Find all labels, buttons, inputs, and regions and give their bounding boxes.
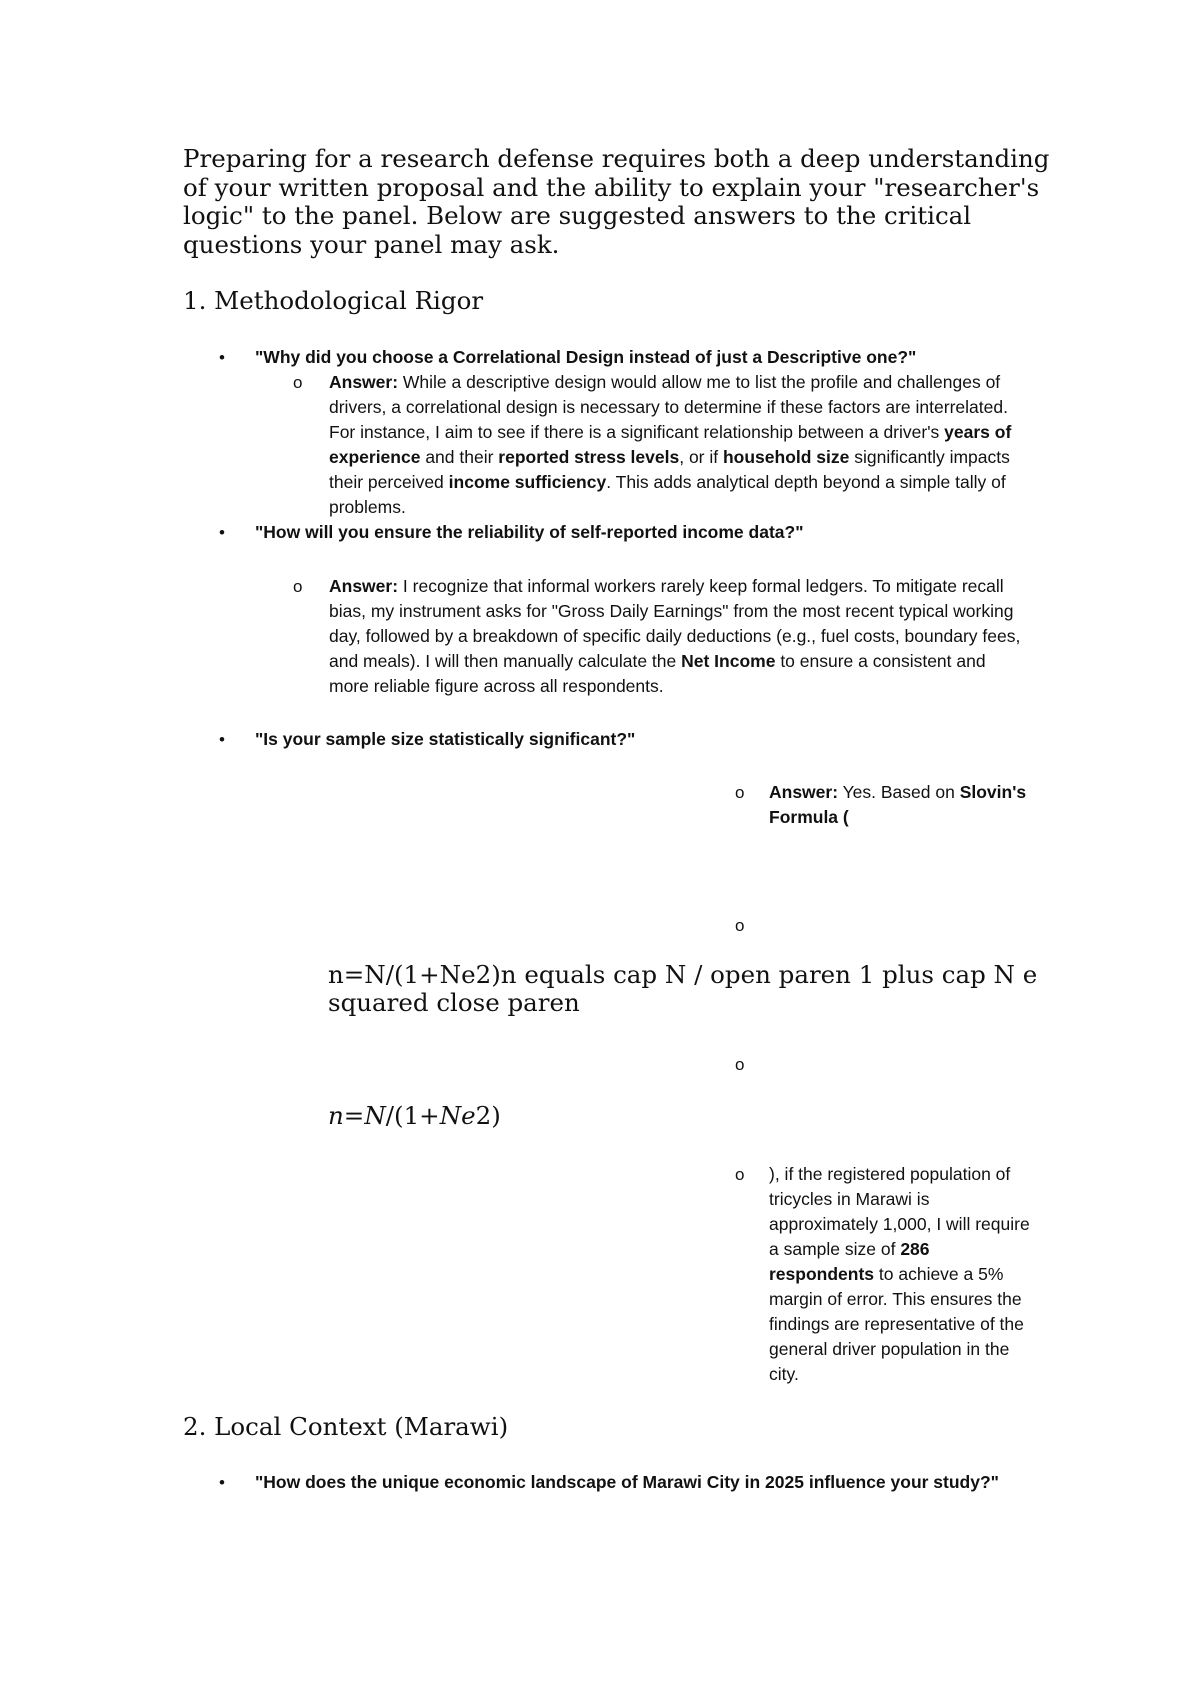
question-text: "How will you ensure the reliability of self-reported income data?"	[255, 522, 804, 542]
answer-label: Answer:	[769, 782, 839, 802]
question-income-reliability	[255, 520, 1055, 545]
answer-sample-size-intro: Answer: Yes. Based on Slovin's Formula (	[769, 782, 1027, 827]
answer-label: Answer:	[329, 576, 399, 596]
section-heading-local-context: 2. Local Context (Marawi)	[183, 1412, 509, 1441]
question-correlational-design	[255, 345, 1055, 370]
question-text: "Is your sample size statistically significant?"	[255, 729, 636, 749]
section-heading-methodological-rigor: 1. Methodological Rigor	[183, 286, 484, 315]
question-text: "How does the unique economic landscape of Marawi City in 2025 influence your study?"	[255, 1472, 999, 1492]
bullet-marker: •	[219, 730, 225, 749]
sub-bullet-marker: o	[735, 1055, 745, 1074]
bullet-marker: •	[219, 523, 225, 542]
sub-bullet-marker: o	[293, 373, 303, 392]
answer-income-reliability: Answer: I recognize that informal workers rarely keep formal ledgers. To mitigate recall bias, my instrument asks for "Gross Daily Earnings" from the most recent typical working day, followed by a breakdown of specific daily deductions (e.g., fuel costs, boundary fees, and meals). I will then manually calculate the Net Income to ensure a consistent and more reliable figure across all respondents.	[329, 576, 1021, 696]
sub-bullet-marker: o	[293, 577, 303, 596]
question-text: "Why did you choose a Correlational Design instead of just a Descriptive one?"	[255, 347, 917, 367]
sub-bullet-marker: o	[735, 916, 745, 935]
question-sample-size	[255, 727, 1055, 752]
answer-label: Answer:	[329, 372, 399, 392]
bullet-marker: •	[219, 1473, 225, 1492]
slovin-formula: n=N/(1+Ne2)	[328, 1101, 501, 1130]
answer-sample-size-continuation: ), if the registered population of tricycles in Marawi is approximately 1,000, I will require a sample size of 286 respondents to achieve a 5% margin of error. This ensures the findings are representative of the general driver population in the city.	[769, 1164, 1030, 1384]
intro-paragraph: Preparing for a research defense requires both a deep understanding of your written proposal and the ability to explain your "researcher's logic" to the panel. Below are suggested answers to the critical questions your panel may ask.	[183, 144, 1050, 259]
answer-correlational-design: Answer: While a descriptive design would allow me to list the profile and challenges of drivers, a correlational design is necessary to determine if these factors are interrelated. For instance, I aim to see if there is a significant relationship between a driver's years of experience and their reported stress levels, or if household size significantly impacts their perceived income sufficiency. This adds analytical depth beyond a simple tally of problems.	[329, 372, 1012, 517]
question-marawi-economy	[255, 1470, 1075, 1495]
formula-text: n=N/(1+Ne2)n equals cap N / open paren 1 plus cap N e squared close paren	[328, 960, 1038, 1017]
bullet-marker: •	[219, 348, 225, 367]
sub-bullet-marker: o	[735, 1165, 745, 1184]
sub-bullet-marker: o	[735, 783, 745, 802]
